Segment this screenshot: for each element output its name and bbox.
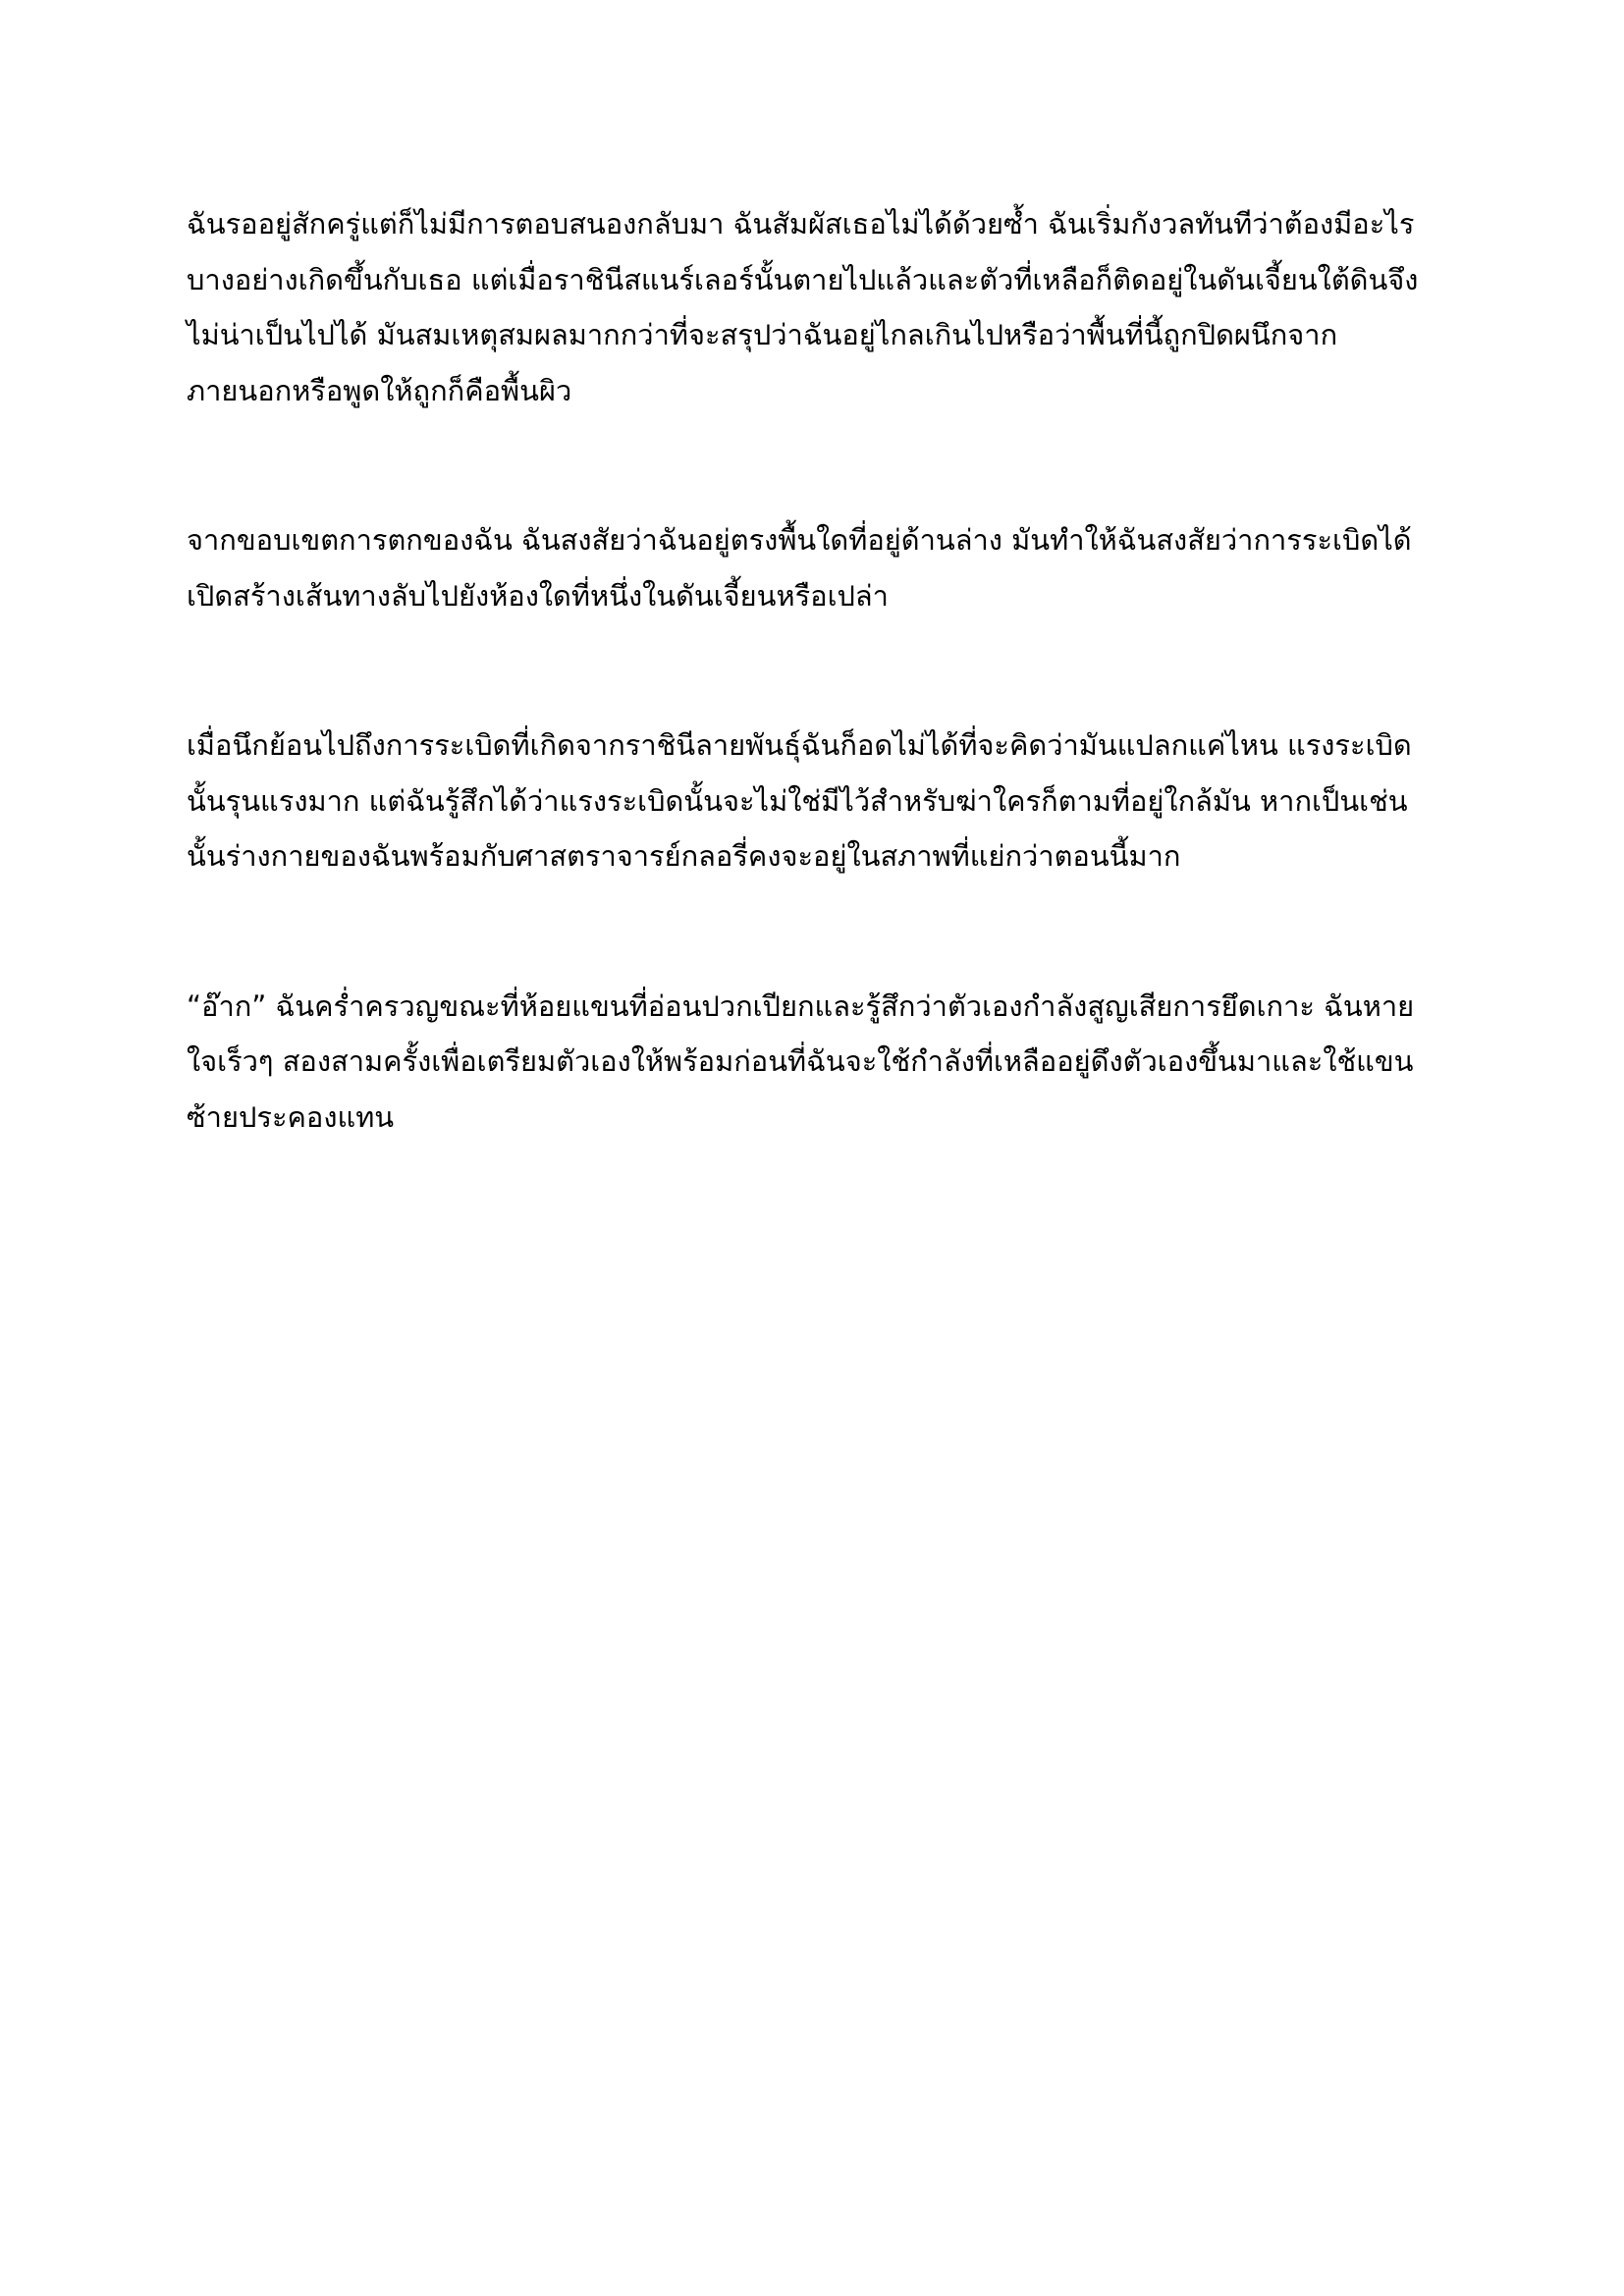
paragraph: จากขอบเขตการตกของฉัน ฉันสงสัยว่าฉันอยู่ตรงพื้นใดที่อยู่ด้านล่าง มันทำให้ฉันสงสัยว่าการระเบิดได้เปิดสร้างเส้นทางลับไปยังห้องใดที่หนึ่งในดันเจี้ยนหรือเปล่า — [187, 523, 1412, 613]
paragraph: ฉันรออยู่สักครู่แต่ก็ไม่มีการตอบสนองกลับมา ฉันสัมผัสเธอไม่ได้ด้วยซ้ำ ฉันเริ่มกังวลทันทีว่าต้องมีอะไรบางอย่างเกิดขึ้นกับเธอ แต่เมื่อราชินีสแนร์เลอร์นั้นตายไปแล้วและตัวที่เหลือก็ติดอยู่ในดันเจี้ยนใต้ดินจึงไม่น่าเป็นไปได้ มันสมเหตุสมผลมากกว่าที่จะสรุปว่าฉันอยู่ไกลเกินไปหรือว่าพื้นที่นี้ถูกปิดผนึกจากภายนอกหรือพูดให้ถูกก็คือพื้นผิว — [187, 207, 1419, 407]
document-body — [187, 196, 1434, 1146]
paragraph: “อ๊าก” ฉันคร่ำครวญขณะที่ห้อยแขนที่อ่อนปวกเปียกและรู้สึกว่าตัวเองกำลังสูญเสียการยึดเกาะ ฉันหายใจเร็วๆ สองสามครั้งเพื่อเตรียมตัวเองให้พร้อมก่อนที่ฉันจะใช้กำลังที่เหลืออยู่ดึงตัวเองขึ้นมาและใช้แขนซ้ายประคองแทน — [187, 988, 1415, 1135]
paragraph: เมื่อนึกย้อนไปถึงการระเบิดที่เกิดจากราชินีลายพันธุ์ฉันก็อดไม่ได้ที่จะคิดว่ามันแปลกแค่ไหน แรงระเบิดนั้นรุนแรงมาก แต่ฉันรู้สึกได้ว่าแรงระเบิดนั้นจะไม่ใช่มีไว้สำหรับฆ่าใครก็ตามที่อยู่ใกล้มัน หากเป็นเช่นนั้นร่างกายของฉันพร้อมกับศาสตราจารย์กลอรี่คงจะอยู่ในสภาพที่แย่กว่าตอนนี้มาก — [187, 728, 1412, 874]
